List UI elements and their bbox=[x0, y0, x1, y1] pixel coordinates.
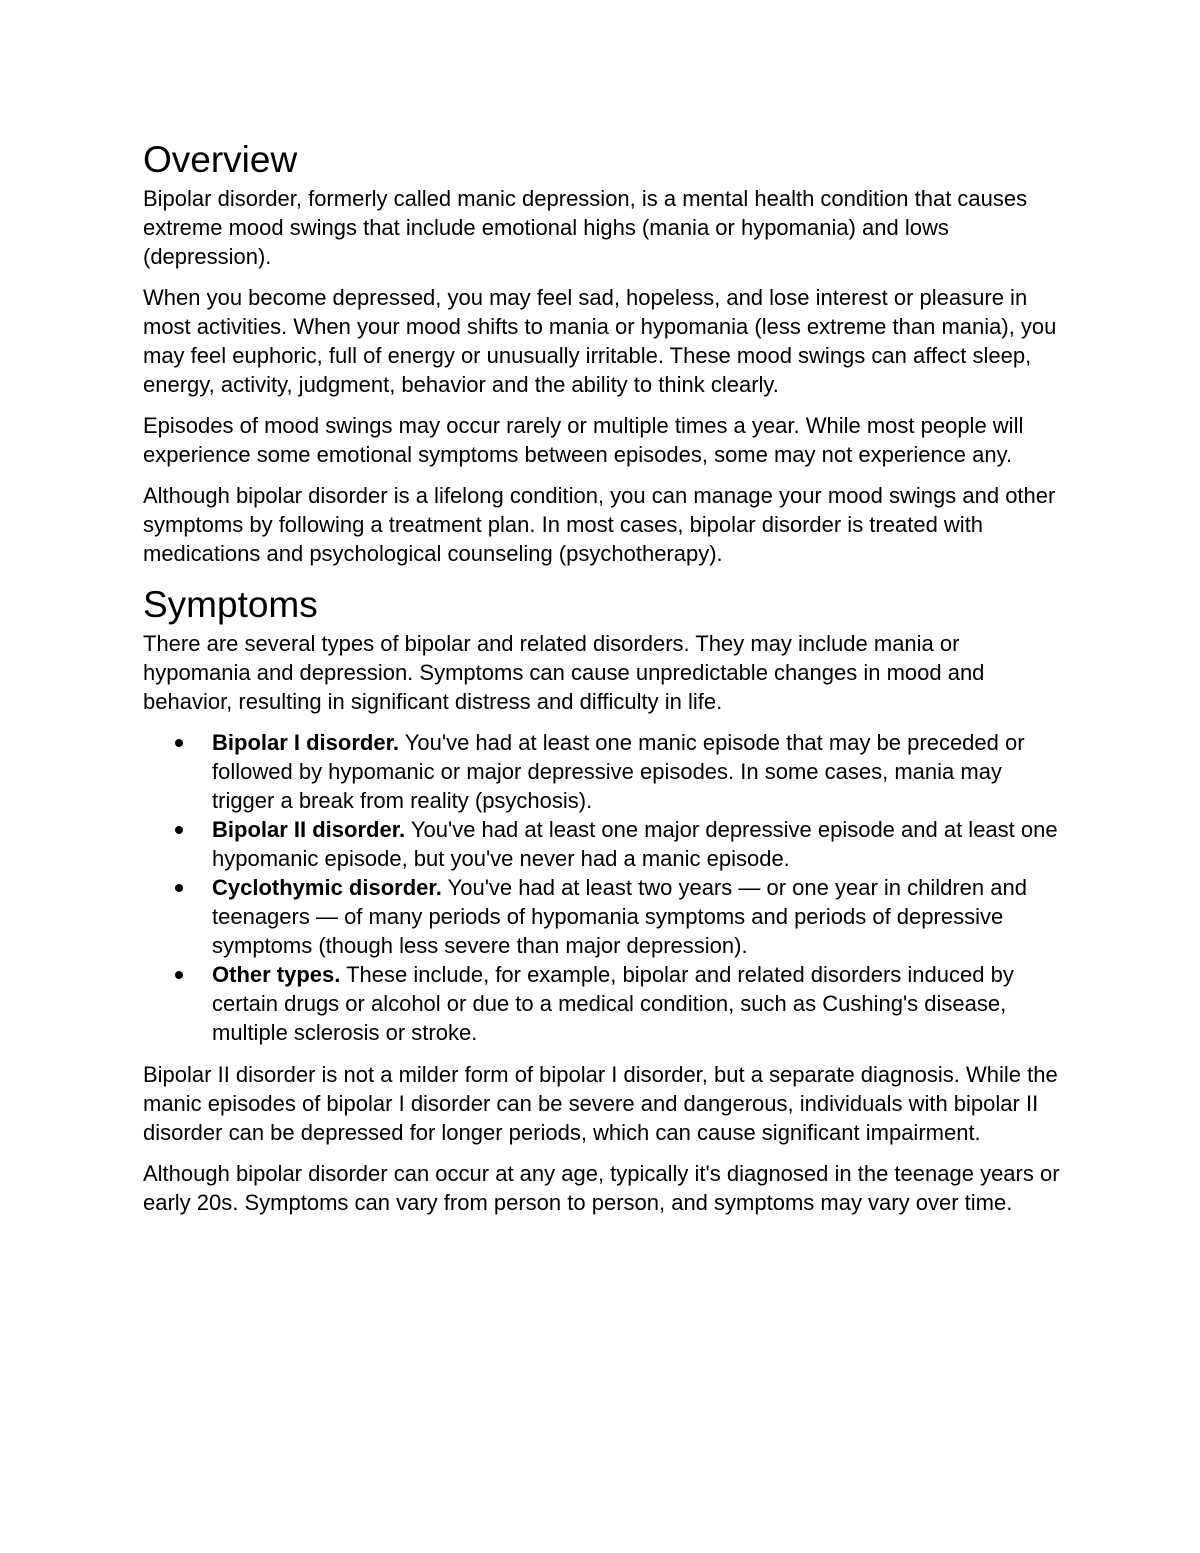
document-page bbox=[143, 138, 1068, 1229]
list-item-text: You've had at least two years — or one year in children and teenagers — of many periods of hypomania symptoms and periods of depressive symptoms (though less severe than major depression). bbox=[212, 875, 1027, 958]
bullet-icon bbox=[175, 884, 183, 892]
symptoms-closing-paragraph-1: Bipolar II disorder is not a milder form of bipolar I disorder, but a separate diagnosis. While the manic episodes of bipolar I disorder can be severe and dangerous, individuals with bipolar II disorder can be depressed for longer periods, which can cause significant impairment. bbox=[143, 1062, 1058, 1145]
list-item-cyclothymic bbox=[212, 873, 1068, 960]
list-item-term: Other types. bbox=[212, 962, 341, 987]
list-item-term: Bipolar I disorder. bbox=[212, 730, 400, 755]
list-item-term: Cyclothymic disorder. bbox=[212, 875, 442, 900]
overview-paragraph-3: Episodes of mood swings may occur rarely or multiple times a year. While most people will experience some emotional symptoms between episodes, some may not experience any. bbox=[143, 413, 1024, 467]
overview-paragraph-1: Bipolar disorder, formerly called manic depression, is a mental health condition that causes extreme mood swings that include emotional highs (mania or hypomania) and lows (depression). bbox=[143, 186, 1028, 269]
list-item-bipolar-2 bbox=[212, 815, 1068, 873]
list-item-text: These include, for example, bipolar and related disorders induced by certain drugs or alcohol or due to a medical condition, such as Cushing's disease, multiple sclerosis or stroke. bbox=[212, 962, 1014, 1045]
list-item-term: Bipolar II disorder. bbox=[212, 817, 406, 842]
overview-paragraph-4: Although bipolar disorder is a lifelong condition, you can manage your mood swings and other symptoms by following a treatment plan. In most cases, bipolar disorder is treated with medications and psychological counseling (psychotherapy). bbox=[143, 483, 1056, 566]
bullet-icon bbox=[175, 739, 183, 747]
list-item-bipolar-1 bbox=[212, 728, 1068, 815]
symptoms-heading: Symptoms bbox=[143, 584, 318, 625]
symptoms-intro: There are several types of bipolar and related disorders. They may include mania or hypomania and depression. Symptoms can cause unpredictable changes in mood and behavior, resulting in significant distress and difficulty in life. bbox=[143, 631, 985, 714]
disorder-types-list bbox=[143, 728, 1068, 1047]
list-item-text: You've had at least one manic episode that may be preceded or followed by hypomanic or major depressive episodes. In some cases, mania may trigger a break from reality (psychosis). bbox=[212, 730, 1025, 813]
symptoms-closing-paragraph-2: Although bipolar disorder can occur at any age, typically it's diagnosed in the teenage years or early 20s. Symptoms can vary from person to person, and symptoms may vary over time. bbox=[143, 1161, 1060, 1215]
list-item-other-types bbox=[212, 960, 1068, 1047]
overview-paragraph-2: When you become depressed, you may feel sad, hopeless, and lose interest or pleasure in most activities. When your mood shifts to mania or hypomania (less extreme than mania), you may feel euphoric, full of energy or unusually irritable. These mood swings can affect sleep, energy, activity, judgment, behavior and the ability to think clearly. bbox=[143, 285, 1057, 397]
list-item-text: You've had at least one major depressive episode and at least one hypomanic episode, but you've never had a manic episode. bbox=[212, 817, 1058, 871]
overview-heading: Overview bbox=[143, 139, 298, 180]
bullet-icon bbox=[175, 826, 183, 834]
bullet-icon bbox=[175, 971, 183, 979]
